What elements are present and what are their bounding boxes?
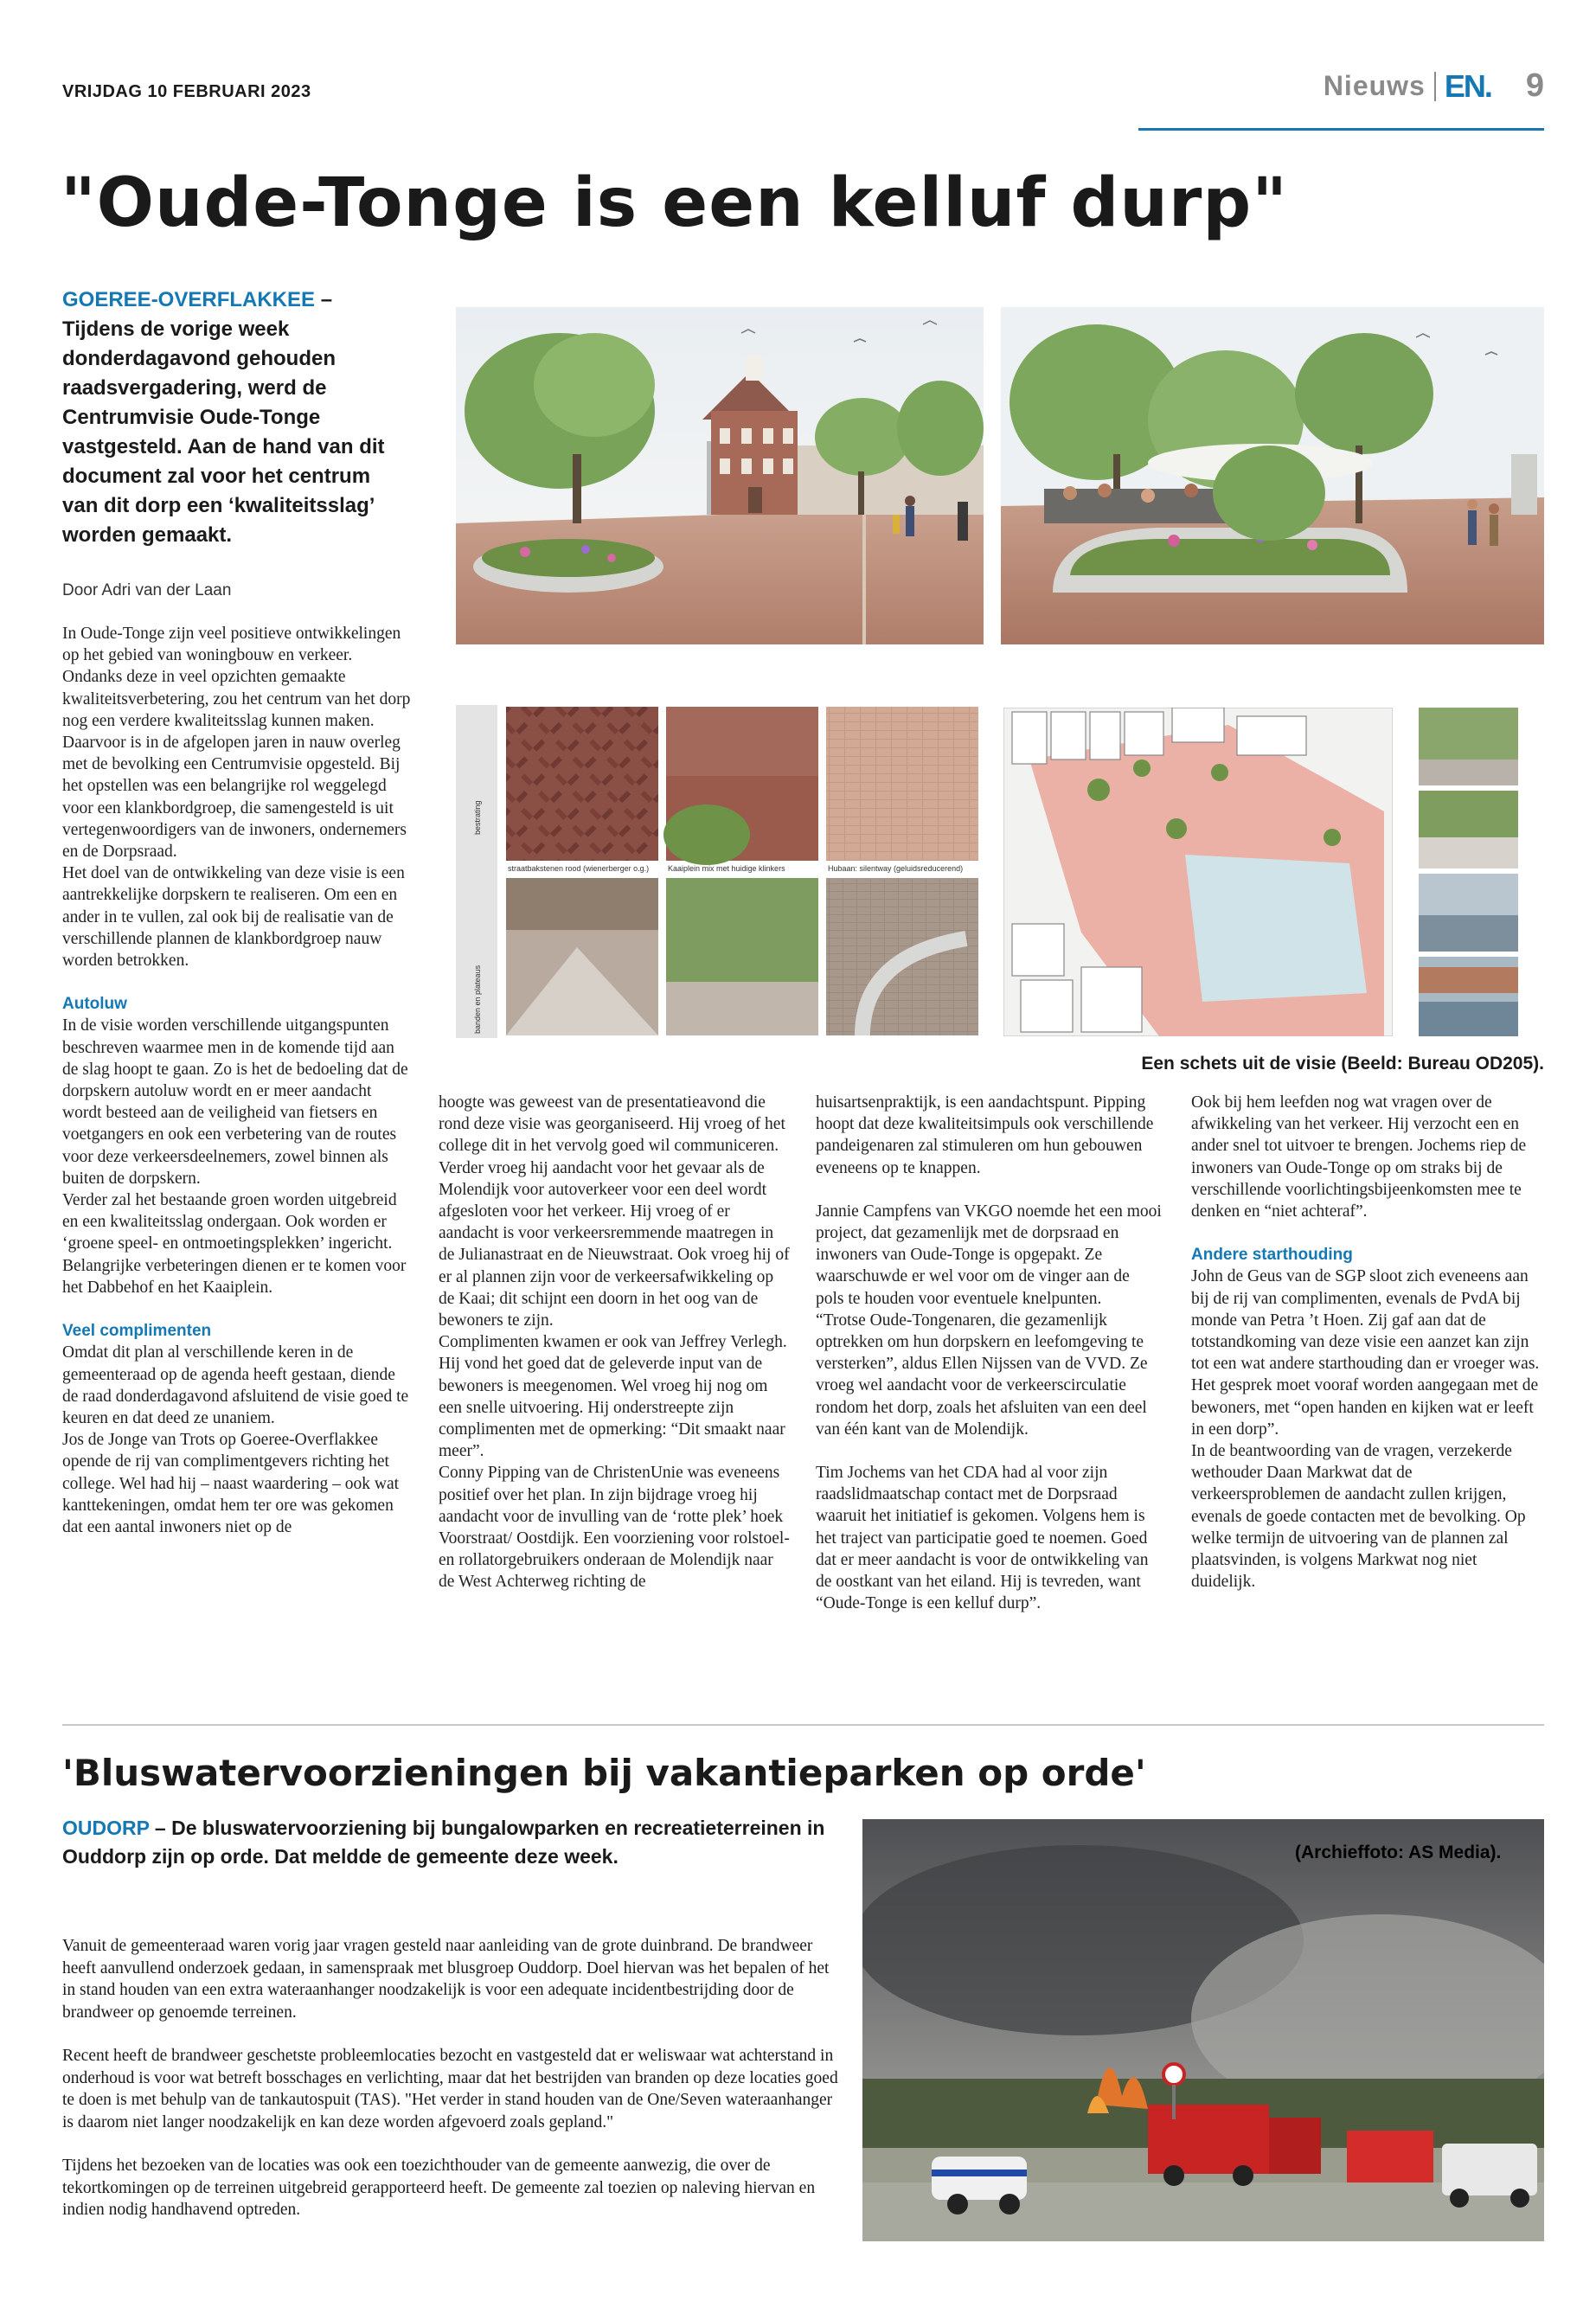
article-column-4	[1191, 1092, 1544, 1593]
masthead-separator	[1434, 72, 1436, 101]
photo-credit: (Archieffoto: AS Media).	[1295, 1843, 1502, 1862]
paragraph: Recent heeft de brandweer geschetste probleemlocaties bezocht en vastgesteld dat er weliswaar wat achterstand in onderhoud is voor wat betreft bosschages en verlichting, maar dat het bestrijden van branden op deze locaties goed te doen is met behulp van de tankautospuit (TAS). "Het verder in stand houden van de One/Seven wateraanhanger is daarom niet langer noodzakelijk en kan deze worden afgevoerd zoals gepland."	[62, 2047, 838, 2131]
newspaper-logo: EN.	[1444, 67, 1491, 104]
lead-text: De bluswatervoorziening bij bungalowparken en recreatieterreinen in Ouddorp zijn op orde. Dat meldde de gemeente deze week.	[62, 1817, 825, 1868]
issue-date: VRIJDAG 10 FEBRUARI 2023	[62, 82, 311, 101]
rendering-town-square	[456, 307, 984, 644]
article2-lead: OUDORP – De bluswatervoorziening bij bungalowparken en recreatieterreinen in Ouddorp zijn op orde. Dat meldde de gemeente deze week.	[62, 1817, 825, 1868]
paragraph: Vanuit de gemeenteraad waren vorig jaar vragen gesteld naar aanleiding van de grote duinbrand. De brandweer heeft aanvullend onderzoek gedaan, in samenspraak met blusgroep Ouddorp. Doel hiervan was het bepalen of het in stand houden van een extra wateraanhanger noodzakelijk is voor een adequate incidentbestrijding door de brandweer op genoemde terreinen.	[62, 1937, 830, 2022]
reference-photos	[1419, 708, 1518, 1036]
paragraph: Tijdens het bezoeken van de locaties was ook een toezichthouder van de gemeente aanwezig, die over de tekortkomingen op de terreinen uitgebreid gerapporteerd heeft. De gemeente zal toezien op naleving hiervan en indien nodig handhavend optreden.	[62, 2157, 816, 2219]
subheading-complimenten: Veel complimenten	[62, 1322, 212, 1341]
paragraph: huisartsenpraktijk, is een aandachtspunt. Pipping hoopt dat deze kwaliteitsimpuls ook verschillende pandeigenaren zal stimuleren om hun gebouwen eveneens op te knappen.	[816, 1093, 1154, 1177]
dateline-location: GOEREE-OVERFLAKKEE	[62, 288, 316, 311]
tile-label: straatbakstenen rood (wienerberger o.g.)	[508, 864, 650, 873]
paragraph: Het doel van de ontwikkeling van deze visie is een aantrekkelijke dorpskern te realiseren. Om een en ander in te vullen, zal ook bij de realisatie van de verschillende plannen de klankbordgroep nauw worden betrokken.	[62, 864, 405, 971]
article2-body	[62, 1935, 841, 2243]
fire-photo	[862, 1819, 1544, 2241]
article2-headline: 'Bluswatervoorzieningen bij vakantieparken op orde'	[62, 1752, 1146, 1794]
header-rule	[1138, 128, 1544, 131]
byline: Door Adri van der Laan	[62, 581, 232, 599]
article-column-1	[62, 623, 413, 1538]
moodboard-side-label: bestrating	[473, 800, 482, 835]
dateline-location: OUDORP	[62, 1817, 150, 1839]
paragraph: Conny Pipping van de ChristenUnie was eveneens positief over het plan. In zijn bijdrage vroeg hij aandacht voor de invulling van de ‘rotte plek’ hoek Voorstraat/ Oostdijk. Een voorziening voor rolstoel- en rollatorgebruikers onderaan de Molendijk naar de West Achterweg richting de	[439, 1464, 790, 1592]
paragraph: Verder zal het bestaande groen worden uitgebreid en een kwaliteitsslag ondergaan. Ook worden er ‘groene speel- en ontmoetingsplekken’ ingericht. Belangrijke verbeteringen dienen er te komen voor het Dabbehof en het Kaaiplein.	[62, 1191, 407, 1297]
paragraph: In Oude-Tonge zijn veel positieve ontwikkelingen op het gebied van woningbouw en verkeer. Ondanks deze in veel opzichten gemaakte kwaliteitsverbetering, zou het centrum van het dorp nog een verdere kwaliteitsslag kunnen maken. Daarvoor is in de afgelopen jaren in nauw overleg met de bevolking een Centrumvisie opgesteld. Bij het opstellen was een belangrijke rol weggelegd voor een klankbordgroep, die samengesteld is uit vertegenwoordigers van de inwoners, ondernemers en de Dorpsraad.	[62, 625, 411, 862]
article-lead: GOEREE-OVERFLAKKEE – Tijdens de vorige week donderdagavond gehouden raadsvergadering, werd de Centrumvisie Oude-Tonge vastgesteld. Aan de hand van dit document zal voor het centrum van dit dorp een ‘kwaliteitsslag’ worden gemaakt.	[62, 288, 385, 547]
rendering-terrace	[1001, 307, 1544, 644]
materials-moodboard	[456, 705, 984, 1038]
tile-label: Hubaan: silentway (geluidsreducerend)	[828, 864, 964, 873]
lead-text: Tijdens de vorige week donderdagavond gehouden raadsvergadering, werd de Centrumvisie Oude-Tonge vastgesteld. Aan de hand van dit document zal voor het centrum van dit dorp een ‘kwaliteitsslag’ worden gemaakt.	[62, 317, 385, 547]
moodboard-side-label: banden en plateaus	[473, 965, 482, 1034]
paragraph: Omdat dit plan al verschillende keren in de gemeenteraad op de agenda heeft gestaan, diende de raad donderdagavond afsluitend de visie goed te keuren en dat deed ze unaniem.	[62, 1343, 409, 1427]
subheading-autoluw: Autoluw	[62, 995, 127, 1014]
article-headline: "Oude-Tonge is een kelluf durp"	[61, 164, 1288, 242]
article-column-2	[439, 1092, 792, 1593]
image-caption: Een schets uit de visie (Beeld: Bureau OD205).	[1141, 1054, 1544, 1074]
paragraph: “Trotse Oude-Tongenaren, die gezamenlijk optrekken om hun dorpskern en leefomgeving te versterken”, aldus Ellen Nijssen van de VVD. Ze vroeg wel aandacht voor de verkeerscirculatie rondom het dorp, zoals het afsluiten van een deel van één kant van de Molendijk.	[816, 1311, 1148, 1439]
paragraph: In de beantwoording van de vragen, verzekerde wethouder Daan Markwat dat de verkeersproblemen de aandacht zullen krijgen, evenals de goede contacten met de bevolking. Op welke termijn de uitvoering van de plannen zal plaatsvinden, is volgens Markwat nog niet duidelijk.	[1191, 1442, 1526, 1592]
article-divider	[62, 1724, 1544, 1726]
article-column-3	[816, 1092, 1162, 1614]
paragraph: In de visie worden verschillende uitgangspunten beschreven waarmee men in de komende tijd aan de slag hoopt te gaan. Zo is het de bedoeling dat de dorpskern autoluw wordt en er meer aandacht wordt besteed aan de veiligheid van fietsers en voetgangers en ook een verbetering van de routes voor deze verkeersdeelnemers, zowel binnen als buiten de dorpskern.	[62, 1016, 408, 1188]
paragraph: Jos de Jonge van Trots op Goeree-Overflakkee opende de rij van complimentgevers richting het college. Wel had hij – naast waardering – ook wat kanttekeningen, omdat hem ter ore was gekomen dat een aantal inwoners niet op de	[62, 1431, 400, 1536]
page-number: 9	[1525, 67, 1544, 104]
tile-label: Kaaiplein mix met huidige klinkers	[668, 864, 785, 873]
section-name: Nieuws	[1323, 70, 1426, 101]
subheading-starthouding: Andere starthouding	[1191, 1246, 1353, 1265]
site-plan	[1003, 708, 1393, 1036]
paragraph: Complimenten kwamen er ook van Jeffrey Verlegh. Hij vond het goed dat de geleverde input van de bewoners is meegenomen. Wel vroeg hij nog om een snelle uitvoering. Hij onderstreepte zijn complimenten met de opmerking: “Dit smaakt naar meer”.	[439, 1333, 787, 1461]
paragraph: John de Geus van de SGP sloot zich eveneens aan bij de rij van complimenten, evenals de PvdA bij monde van Petra ’t Hoen. Zij gaf aan dat de totstandkoming van deze visie een aanzet kan zijn tot een wat andere starthouding dan er vroeger was. Het gesprek moet vooraf worden aangegaan met de bewoners, met “open handen en kijken wat er leeft in een dorp”.	[1191, 1267, 1540, 1439]
paragraph: hoogte was geweest van de presentatieavond die rond deze visie was georganiseerd. Hij vroeg of het college dit in het vervolg goed wil communiceren. Verder vroeg hij aandacht voor het gevaar als de Molendijk voor autoverkeer voor een deel wordt afgesloten voor het verkeer. Hij vroeg of er aandacht is voor verkeersremmende maatregen in de Julianastraat en de Nieuwstraat. Ook vroeg hij of er al plannen zijn voor de verkeersafwikkeling op de Kaai; dit schijnt een doorn in het oog van de bewoners te zijn.	[439, 1093, 790, 1330]
paragraph: Jannie Campfens van VKGO noemde het een mooi project, dat gezamenlijk met de dorpsraad en inwoners van Oude-Tonge is opgepakt. Ze waarschuwde er wel voor om de vinger aan de pols te houden voor eventuele knelpunten.	[816, 1202, 1162, 1308]
paragraph: Tim Jochems van het CDA had al voor zijn raadslidmaatschap contact met de Dorpsraad waaruit het initiatief is gekomen. Volgens hem is het traject van participatie goed te noemen. Goed dat er meer aandacht is voor de ontwikkeling van de oostkant van het eiland. Hij is tevreden, want “Oude-Tonge is een kelluf durp”.	[816, 1464, 1149, 1613]
masthead	[1324, 67, 1544, 105]
paragraph: Ook bij hem leefden nog wat vragen over de afwikkeling van het verkeer. Hij verzocht een en ander snel tot uitvoer te brengen. Jochems riep de inwoners van Oude-Tonge op om straks bij de verschillende voorlichtingsbijeenkomsten mee te denken en “niet achteraf”.	[1191, 1093, 1527, 1221]
